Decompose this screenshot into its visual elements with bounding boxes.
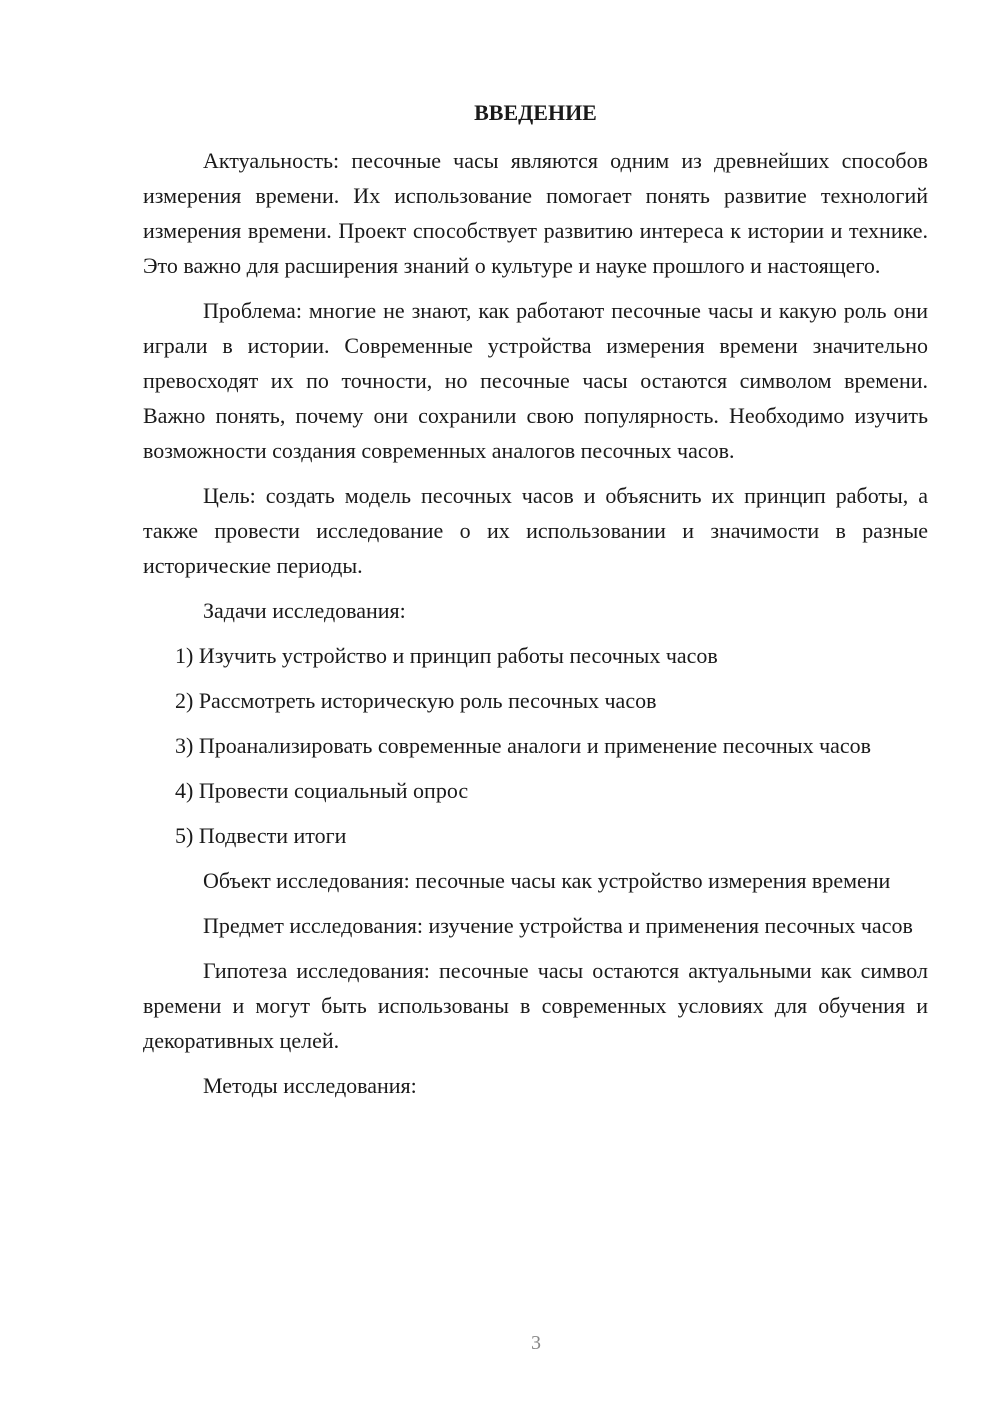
hypothesis-paragraph: Гипотеза исследования: песочные часы остаются актуальными как символ времени и могут быть использованы в современных условиях для обучения и декоративных целей. [143,958,928,1053]
goal-paragraph: Цель: создать модель песочных часов и объяснить их принцип работы, а также провести исследование о их использовании и значимости в разные исторические периоды. [143,483,928,578]
task-item-1: 1) Изучить устройство и принцип работы песочных часов [175,643,718,668]
subject-paragraph: Предмет исследования: изучение устройства и применения песочных часов [203,913,913,938]
tasks-heading: Задачи исследования: [203,598,406,623]
problem-paragraph: Проблема: многие не знают, как работают песочные часы и какую роль они играли в истории. Современные устройства измерения времени значительно превосходят их по точности, но песочные часы остаются символом времени. Важно понять, почему они сохранили свою популярность. Необходимо изучить возможности создания современных аналогов песочных часов. [143,298,928,463]
task-item-5: 5) Подвести итоги [175,823,347,848]
task-item-2: 2) Рассмотреть историческую роль песочных часов [175,688,657,713]
relevance-paragraph: Актуальность: песочные часы являются одним из древнейших способов измерения времени. Их использование помогает понять развитие технологий измерения времени. Проект способствует развитию интереса к истории и технике. Это важно для расширения знаний о культуре и науке прошлого и настоящего. [143,148,928,278]
task-item-3: 3) Проанализировать современные аналоги и применение песочных часов [175,733,872,758]
methods-paragraph: Методы исследования: [203,1073,417,1098]
page-content [143,95,928,1113]
section-title: ВВЕДЕНИЕ [474,100,597,125]
object-paragraph: Объект исследования: песочные часы как устройство измерения времени [203,868,891,893]
page-number: 3 [531,1332,541,1354]
task-item-4: 4) Провести социальный опрос [175,778,469,803]
